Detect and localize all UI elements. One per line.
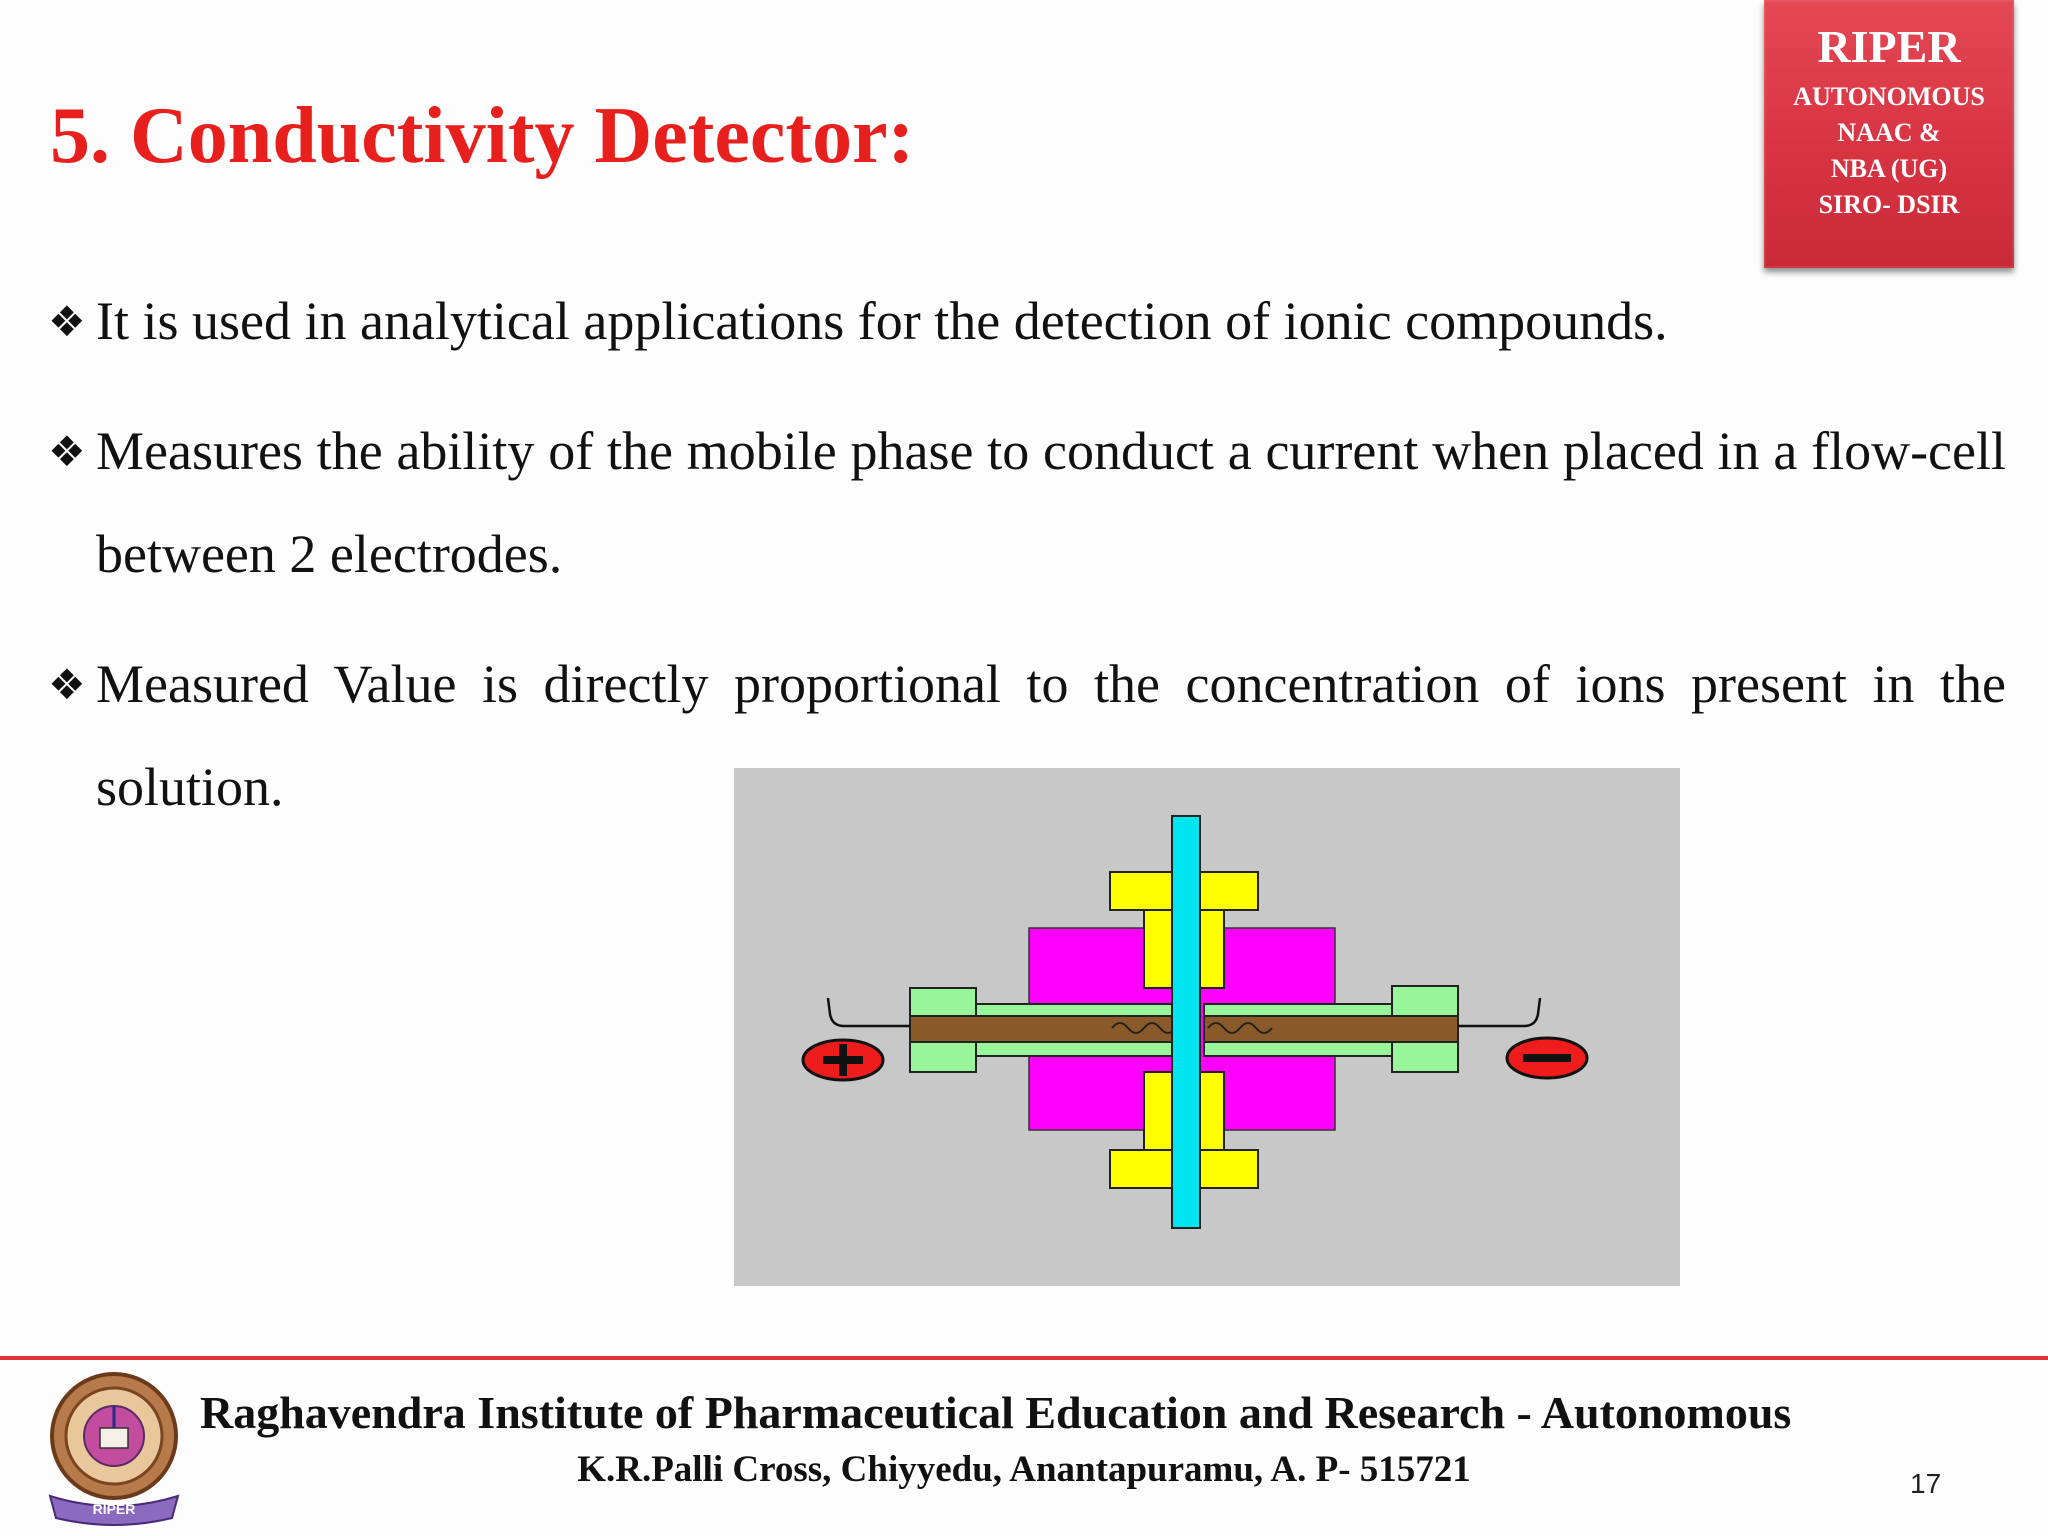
left-electrode	[910, 1016, 1178, 1042]
negative-terminal-icon	[1507, 1038, 1587, 1078]
badge-title: RIPER	[1817, 21, 1961, 72]
badge-line: NBA (UG)	[1830, 153, 1948, 183]
slide-title: 5. Conductivity Detector:	[50, 92, 915, 180]
institution-name: Raghavendra Institute of Pharmaceutical Education and Research - Autonomous	[200, 1387, 1792, 1438]
logo-text: RIPER	[92, 1501, 136, 1517]
badge-lines	[1764, 79, 2014, 223]
riper-badge	[1764, 0, 2014, 268]
diamond-bullet-icon: ❖	[48, 297, 86, 346]
badge-line: SIRO- DSIR	[1818, 189, 1960, 219]
positive-terminal-icon	[803, 1040, 883, 1080]
badge-line: NAAC &	[1837, 117, 1941, 147]
bullet-item	[48, 400, 2006, 606]
page-number: 17	[1910, 1468, 1942, 1499]
bullet-text: Measures the ability of the mobile phase to conduct a current when placed in a flow-cell between 2 electrodes.	[96, 421, 2006, 584]
badge-line: AUTONOMOUS	[1793, 81, 1985, 111]
diamond-bullet-icon: ❖	[48, 660, 86, 709]
flow-tube	[1172, 816, 1200, 1228]
institution-address: K.R.Palli Cross, Chiyyedu, Anantapuramu, A. P- 515721	[577, 1449, 1471, 1490]
bullet-text: Measured Value is directly proportional to the concentration of ions present in the solution.	[96, 654, 2006, 817]
footer-divider	[0, 1356, 2048, 1360]
bullet-item	[48, 270, 2006, 373]
conductivity-flow-cell-diagram	[734, 768, 1680, 1286]
bullet-text: It is used in analytical applications for the detection of ionic compounds.	[96, 291, 1668, 351]
institute-seal-logo	[40, 1366, 188, 1526]
right-electrode	[1204, 1016, 1458, 1042]
diamond-bullet-icon: ❖	[48, 427, 86, 476]
